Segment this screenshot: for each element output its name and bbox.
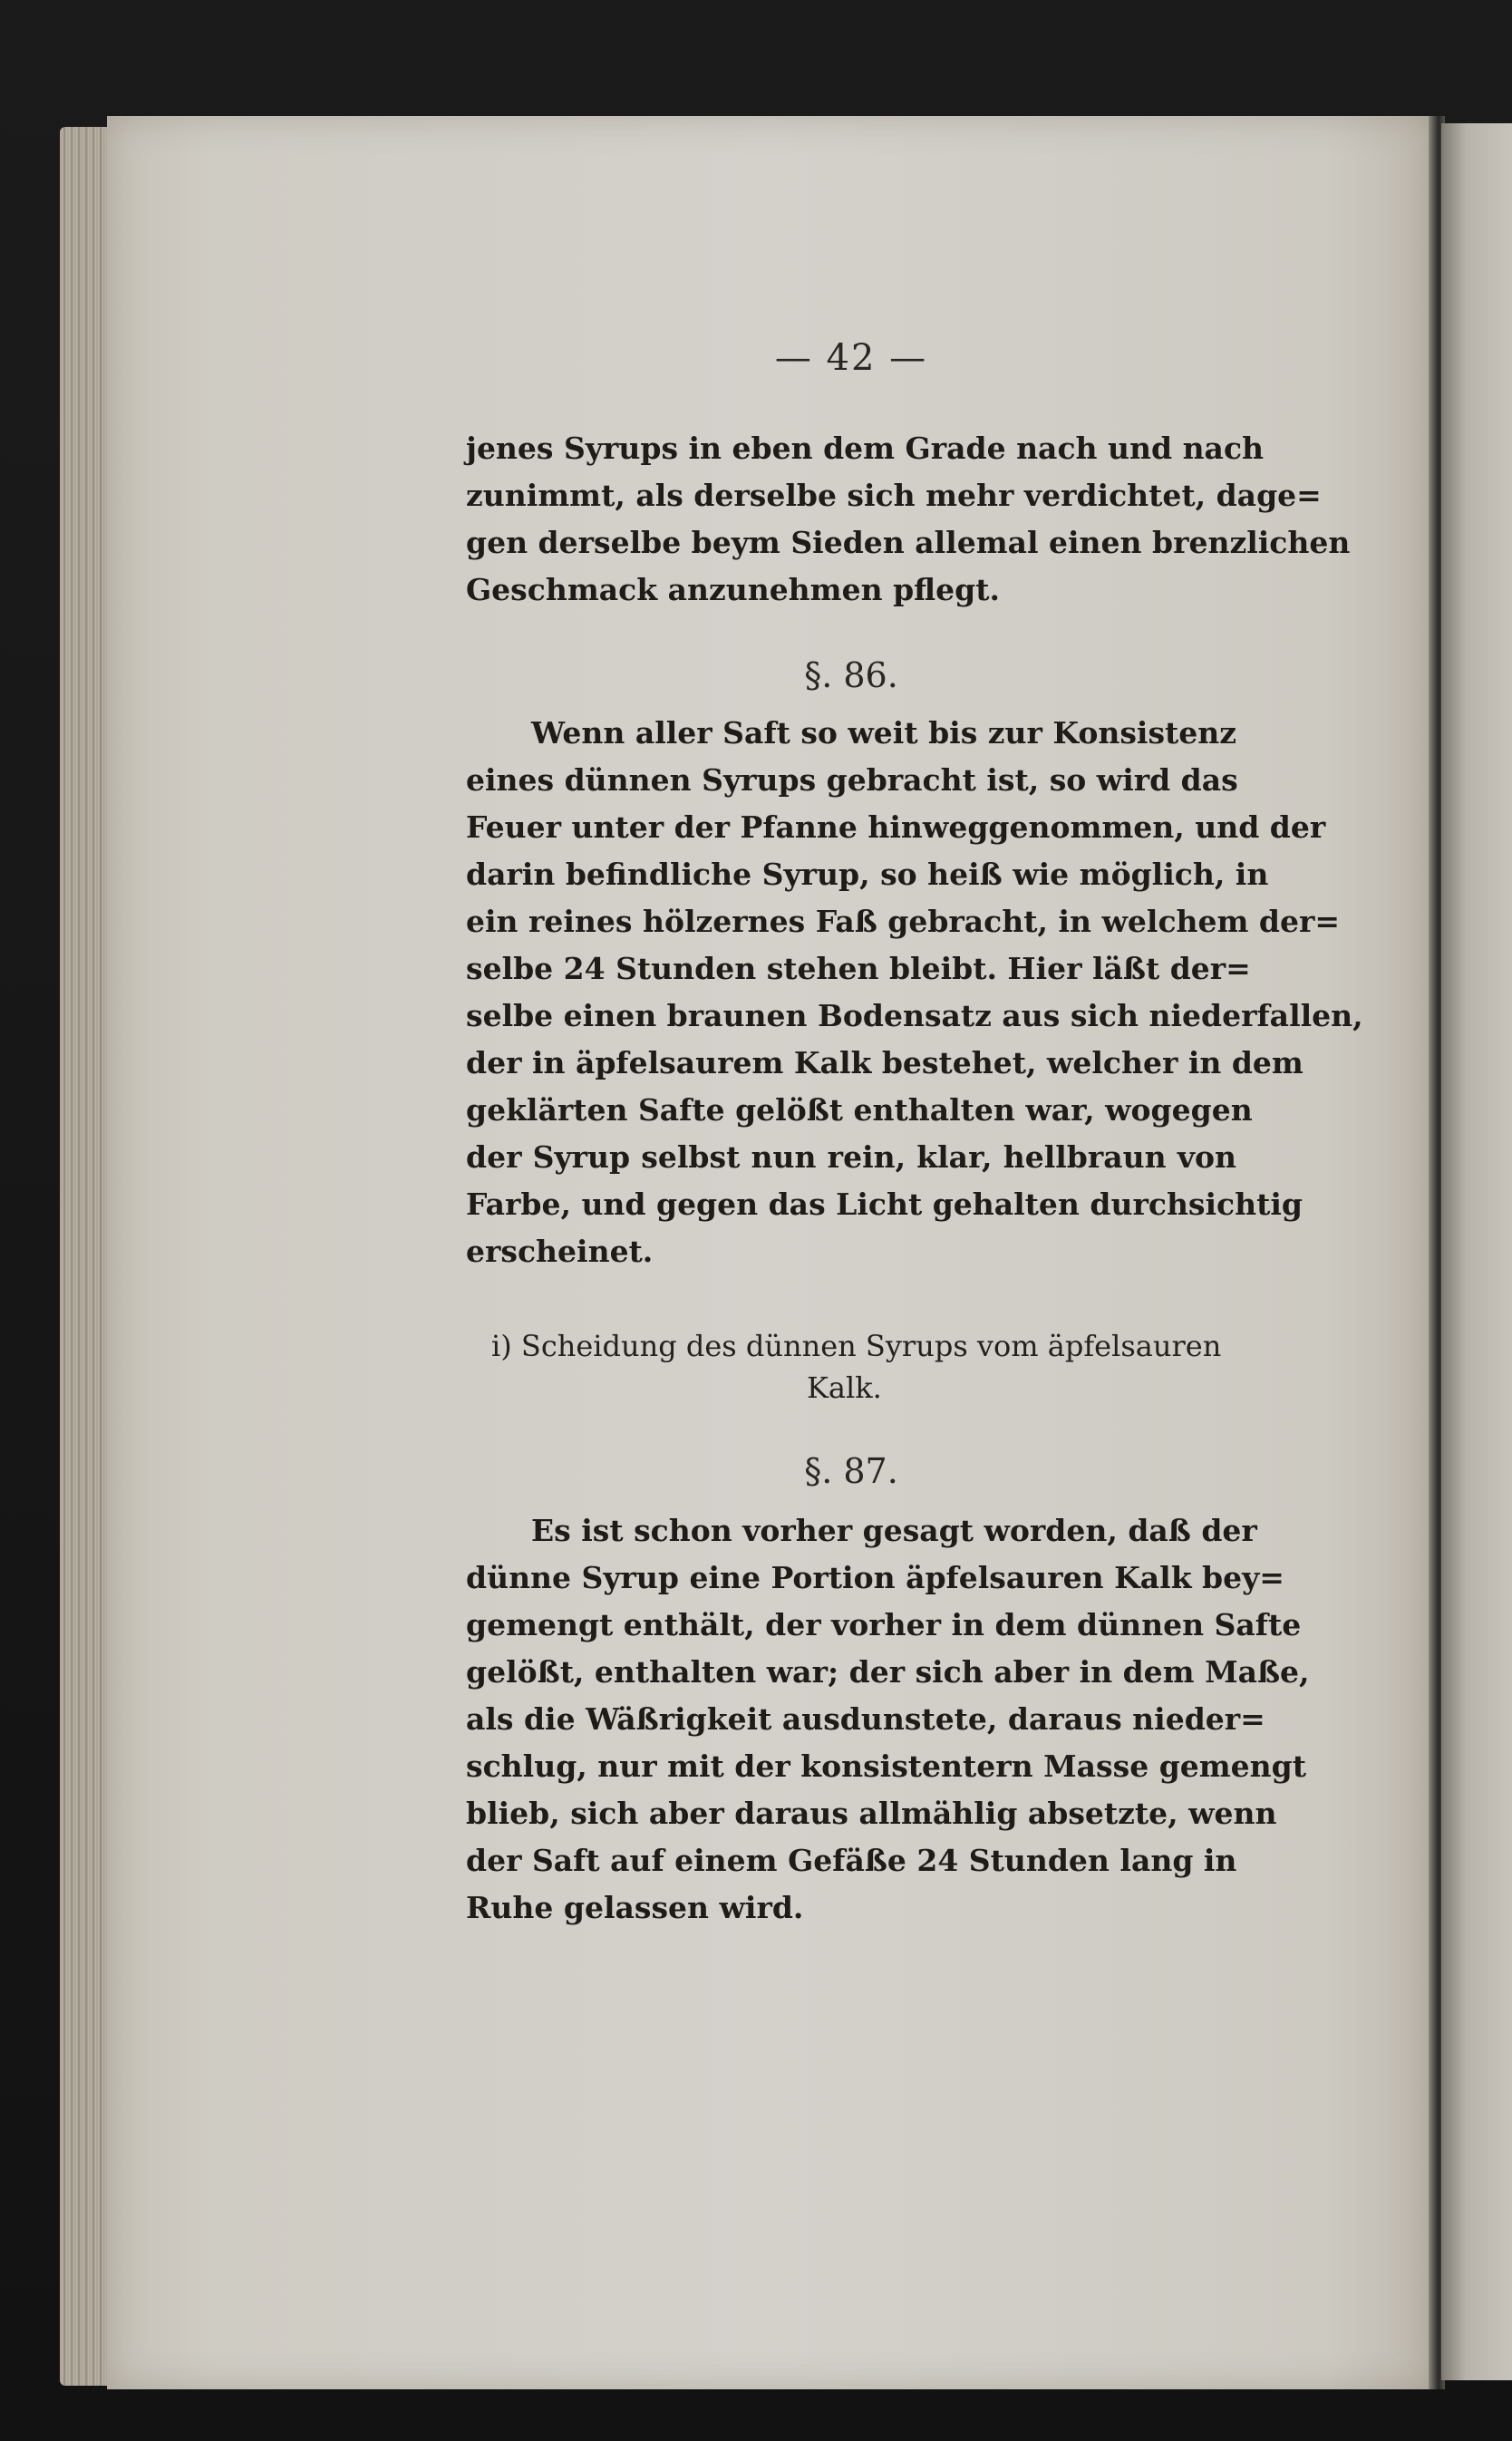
text-line: ein reines hölzernes Faß gebracht, in welchem der= — [466, 904, 1341, 939]
text-line: selbe einen braunen Bodensatz aus sich niederfallen, — [466, 998, 1363, 1033]
text-line: als die Wäßrigkeit ausdunstete, daraus nieder= — [466, 1701, 1265, 1737]
text-line: Farbe, und gegen das Licht gehalten durchsichtig — [466, 1187, 1303, 1222]
text-line: Ruhe gelassen wird. — [466, 1890, 804, 1925]
section-number: §. 87. — [804, 1451, 898, 1491]
page-number: — 42 — — [774, 337, 928, 379]
text-line: gen derselbe beym Sieden allemal einen brenzlichen — [466, 525, 1351, 560]
text-line: jenes Syrups in eben dem Grade nach und nach — [466, 431, 1265, 466]
page-edges — [60, 127, 114, 2386]
text-line: selbe 24 Stunden stehen bleibt. Hier läßt der= — [466, 951, 1251, 986]
text-line: dünne Syrup eine Portion äpfelsauren Kalk bey= — [466, 1560, 1284, 1595]
section-number: §. 86. — [804, 655, 898, 695]
text-line: gelößt, enthalten war; der sich aber in dem Maße, — [466, 1654, 1310, 1690]
text-line: erscheinet. — [466, 1234, 654, 1269]
subheading-line: Kalk. — [807, 1371, 882, 1405]
subheading-line: i) Scheidung des dünnen Syrups vom äpfelsauren — [491, 1329, 1222, 1363]
text-line: eines dünnen Syrups gebracht ist, so wird das — [466, 762, 1238, 798]
text-line: der in äpfelsaurem Kalk bestehet, welcher in dem — [466, 1045, 1304, 1080]
text-line: zunimmt, als derselbe sich mehr verdichtet, dage= — [466, 478, 1322, 513]
facing-page — [1441, 123, 1512, 2380]
text-line: Es ist schon vorher gesagt worden, daß der — [531, 1513, 1257, 1548]
text-line: schlug, nur mit der konsistentern Masse gemengt — [466, 1748, 1306, 1784]
text-line: der Saft auf einem Gefäße 24 Stunden lang in — [466, 1843, 1237, 1878]
text-line: Feuer unter der Pfanne hinweggenommen, und der — [466, 809, 1326, 845]
text-line: darin befindliche Syrup, so heiß wie möglich, in — [466, 857, 1269, 892]
text-line: blieb, sich aber daraus allmählig absetzte, wenn — [466, 1796, 1277, 1831]
text-line: Geschmack anzunehmen pflegt. — [466, 572, 1000, 607]
text-line: geklärten Safte gelößt enthalten war, wogegen — [466, 1092, 1253, 1128]
text-line: der Syrup selbst nun rein, klar, hellbraun von — [466, 1139, 1236, 1175]
text-line: Wenn aller Saft so weit bis zur Konsistenz — [531, 715, 1236, 751]
text-line: gemengt enthält, der vorher in dem dünnen Safte — [466, 1607, 1302, 1642]
